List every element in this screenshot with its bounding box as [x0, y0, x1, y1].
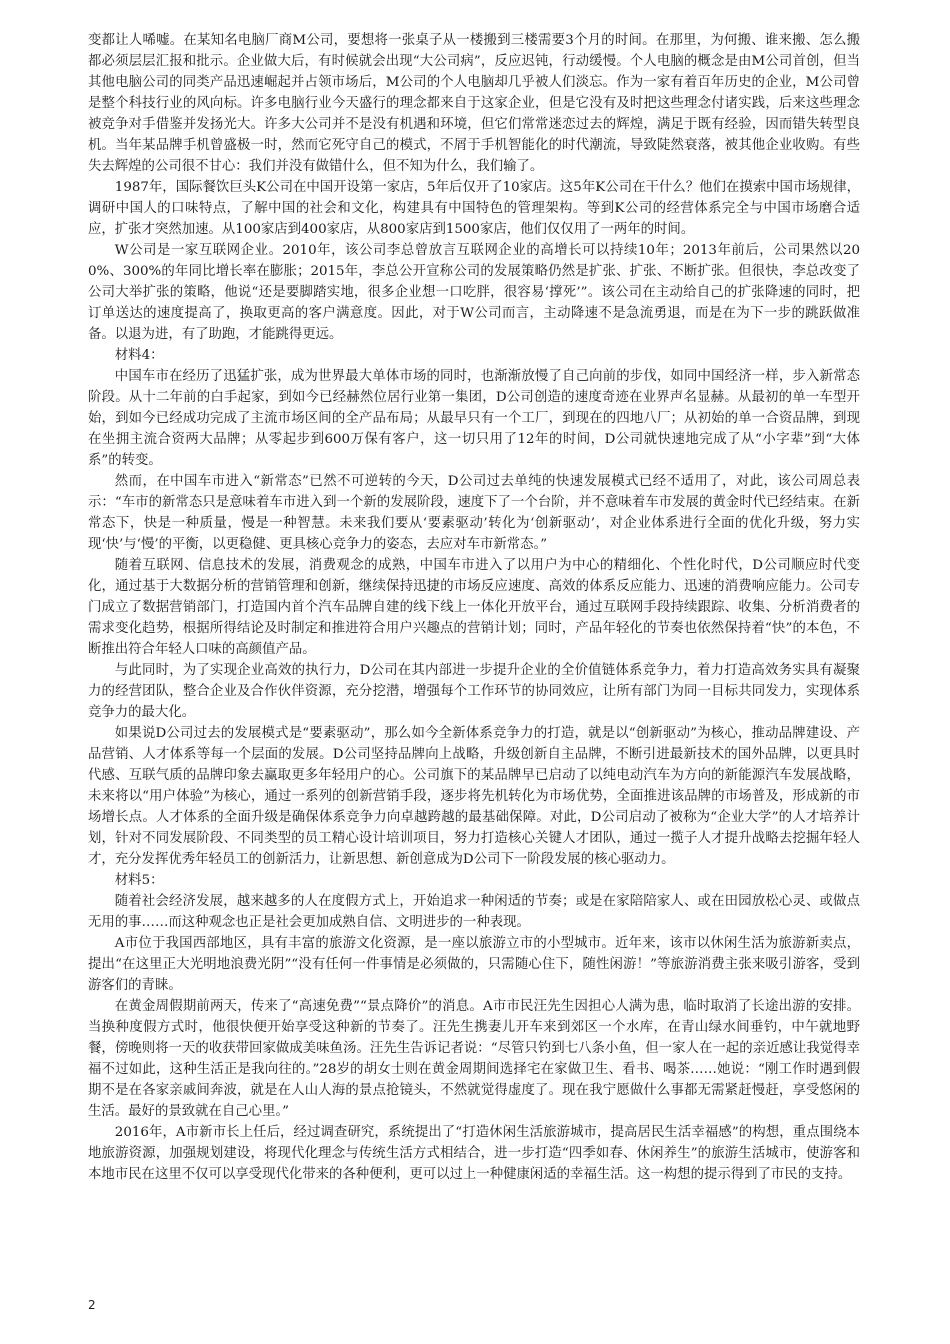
material-5-heading: 材料5： [114, 873, 164, 888]
paragraph-d-company-innovation: 如果说D公司过去的发展模式是“要素驱动”，那么如今全新体系竞争力的打造，就是以“创新驱动”为核心，推动品牌建设、产品营销、人才体系等每一个层面的发展。D公司坚持品牌向上战略，升级创新自主品牌，不断引进最新技术的国外品牌，以更具时代感、互联气质的品牌印象去赢取更多年轻用户的心。公司旗下的某品牌早已启动了以纯电动汽车为方向的新能源汽车发展战略，未来将以“用户体验”为核心，通过一系列的创新营销手段，逐步将先机转化为市场优势，全面推进该品牌的市场普及，形成新的市场增长点。人才体系的全面升级是确保体系竞争力向卓越跨越的最基础保障。对此，D公司启动了被称为“企业大学”的人才培养计划，针对不同发展阶段、不同类型的员工精心设计培训项目，努力打造核心关键人才团队，通过一揽子人才提升战略去挖掘年轻人才，充分发挥优秀年轻员工的创新活力，让新思想、新创意成为D公司下一阶段发展的核心驱动力。 [88, 726, 860, 867]
paragraph-m-company: 变都让人唏嘘。在某知名电脑厂商M公司，要想将一张桌子从一楼搬到三楼需要3个月的时间。在那里，为何搬、谁来搬、怎么搬都必须层层汇报和批示。企业做大后，有时候就会出现“大公司病”，反应迟钝，行动缓慢。个人电脑的概念是由M公司首创，但当其他电脑公司的同类产品迅速崛起并占领市场后，M公司的个人电脑却几乎被人们淡忘。作为一家有着百年历史的企业，M公司曾是整个科技行业的风向标。许多电脑行业今天盛行的理念都来自于这家企业，但是它没有及时把这些理念付诸实践，后来这些理念被竞争对手借鉴并发扬光大。许多大公司并不是没有机遇和环境，但它们常常迷恋过去的辉煌，满足于既有经验，因而错失转型良机。当年某品牌手机曾盛极一时，然而它死守自己的模式，不屑于手机智能化的时代潮流，导致陡然衰落，被其他企业收购。有些失去辉煌的公司很不甘心：我们并没有做错什么，但不知为什么，我们输了。 [88, 33, 860, 174]
paragraph-k-company: 1987年，国际餐饮巨头K公司在中国开设第一家店，5年后仅开了10家店。这5年K公司在干什么？他们在摸索中国市场规律，调研中国人的口味特点，了解中国的社会和文化，构建具有中国特色的管理架构。等到K公司的经营体系完全与中国市场磨合适应，扩张才突然加速。从100家店到400家店，从800家店到1500家店，他们仅仅用了一两年的时间。 [88, 180, 860, 237]
paragraph-golden-week: 在黄金周假期前两天，传来了“高速免费”“景点降价”的消息。A市市民汪先生因担心人满为患，临时取消了长途出游的安排。当换种度假方式时，他很快便开始享受这种新的节奏了。汪先生携妻儿开车来到郊区一个水库，在青山绿水间垂钓，中午就地野餐，傍晚则将一天的收获带回家做成美味鱼汤。汪先生告诉记者说：“尽管只钓到七八条小鱼，但一家人在一起的亲近感让我觉得幸福不过如此，这种生活正是我向往的。”28岁的胡女士则在黄金周期间选择宅在家做卫生、看书、喝茶……她说：“刚工作时遇到假期不是在各家亲戚间奔波，就是在人山人海的景点抢镜头，不然就觉得虚度了。现在我宁愿做什么事都无需紧赶慢赶，享受悠闲的生活。最好的景致就在自己心里。” [88, 999, 860, 1119]
page-number: 2 [88, 1298, 96, 1312]
paragraph-a-city-intro: A市位于我国西部地区，具有丰富的旅游文化资源，是一座以旅游立市的小型城市。近年来，该市以休闲生活为旅游新卖点，提出“在这里正大光明地浪费光阴”“没有任何一件事情是必须做的，只需随心住下，随性闲游！”等旅游消费主张来吸引游客，受到游客们的青睐。 [88, 936, 860, 993]
paragraph-d-company-execution: 与此同时，为了实现企业高效的执行力，D公司在其内部进一步提升企业的全价值链体系竞争力，着力打造高效务实具有凝聚力的经营团队，整合企业及合作伙伴资源，充分挖潜，增强每个工作环节的协同效应，让所有部门为同一目标共同发力，实现体系竞争力的最大化。 [88, 663, 860, 720]
paragraph-w-company: W公司是一家互联网企业。2010年，该公司李总曾放言互联网企业的高增长可以持续10年；2013年前后，公司果然以200%、300%的年同比增长率在膨胀；2015年，李总公开宣称公司的发展策略仍然是扩张、扩张、不断扩张。但很快，李总改变了公司大举扩张的策略，他说“还是要脚踏实地，很多企业想一口吃胖，很容易‘撑死’”。该公司在主动给自己的扩张降速的同时，把订单送达的速度提高了，换取更高的客户满意度。因此，对于W公司而言，主动降速不是急流勇退，而是在为下一步的跳跃做准备。以退为进，有了助跑，才能跳得更远。 [88, 243, 860, 342]
paragraph-d-company-new-normal: 然而，在中国车市进入“新常态”已然不可逆转的今天，D公司过去单纯的快速发展模式已经不适用了，对此，该公司周总表示：“车市的新常态只是意味着车市进入到一个新的发展阶段，速度下了一个台阶，并不意味着车市发展的黄金时代已经结束。在新常态下，快是一种质量，慢是一种智慧。未来我们要从‘要素驱动’转化为‘创新驱动’，对企业体系进行全面的优化升级，努力实现‘快’与‘慢’的平衡，以更稳健、更具核心竞争力的姿态，去应对车市新常态。” [88, 474, 860, 552]
paragraph-d-company-data-marketing: 随着互联网、信息技术的发展，消费观念的成熟，中国车市进入了以用户为中心的精细化、个性化时代，D公司顺应时代变化，通过基于大数据分析的营销管理和创新，继续保持迅捷的市场反应速度、高效的体系反应能力、迅速的消费响应能力。公司专门成立了数据营销部门，打造国内首个汽车品牌自建的线下线上一体化开放平台，通过互联网手段持续跟踪、收集、分析消费者的需求变化趋势，根据所得结论及时制定和推进符合用户兴趣点的营销计划；同时，产品年轻化的节奏也依然保持着“快”的本色，不断推出符合年轻人口味的高颜值产品。 [88, 558, 860, 657]
document-page [88, 30, 860, 1185]
paragraph-new-mayor: 2016年，A市新市长上任后，经过调查研究，系统提出了“打造休闲生活旅游城市，提高居民生活幸福感”的构想，重点围绕本地旅游资源，加强规划建设，将现代化理念与传统生活方式相结合，进一步打造“四季如春、休闲养生”的旅游生活城市，使游客和本地市民在这里不仅可以享受现代化带来的各种便利，更可以过上一种健康闲适的幸福生活。这一构想的提示得到了市民的支持。 [88, 1125, 860, 1182]
paragraph-d-company-growth: 中国车市在经历了迅猛扩张，成为世界最大单体市场的同时，也渐渐放慢了自己向前的步伐，如同中国经济一样，步入新常态阶段。从十二年前的白手起家，到如今已经赫然位居行业第一集团，D公司创造的速度奇迹在业界声名显赫。从最初的单一车型开始，到如今已经成功完成了主流市场区间的全产品布局；从最早只有一个工厂，到现在的四地八厂；从初始的单一合资品牌，到现在坐拥主流合资两大品牌；从零起步到600万保有客户，这一切只用了12年的时间，D公司就快速地完成了从“小字辈”到“大体系”的转变。 [88, 369, 860, 468]
paragraph-leisure-trend: 随着社会经济发展，越来越多的人在度假方式上，开始追求一种闲适的节奏；或是在家陪陪家人、或在田园放松心灵、或做点无用的事……而这种观念也正是社会更加成熟自信、文明进步的一种表现。 [88, 894, 860, 930]
material-4-heading: 材料4： [114, 348, 164, 363]
